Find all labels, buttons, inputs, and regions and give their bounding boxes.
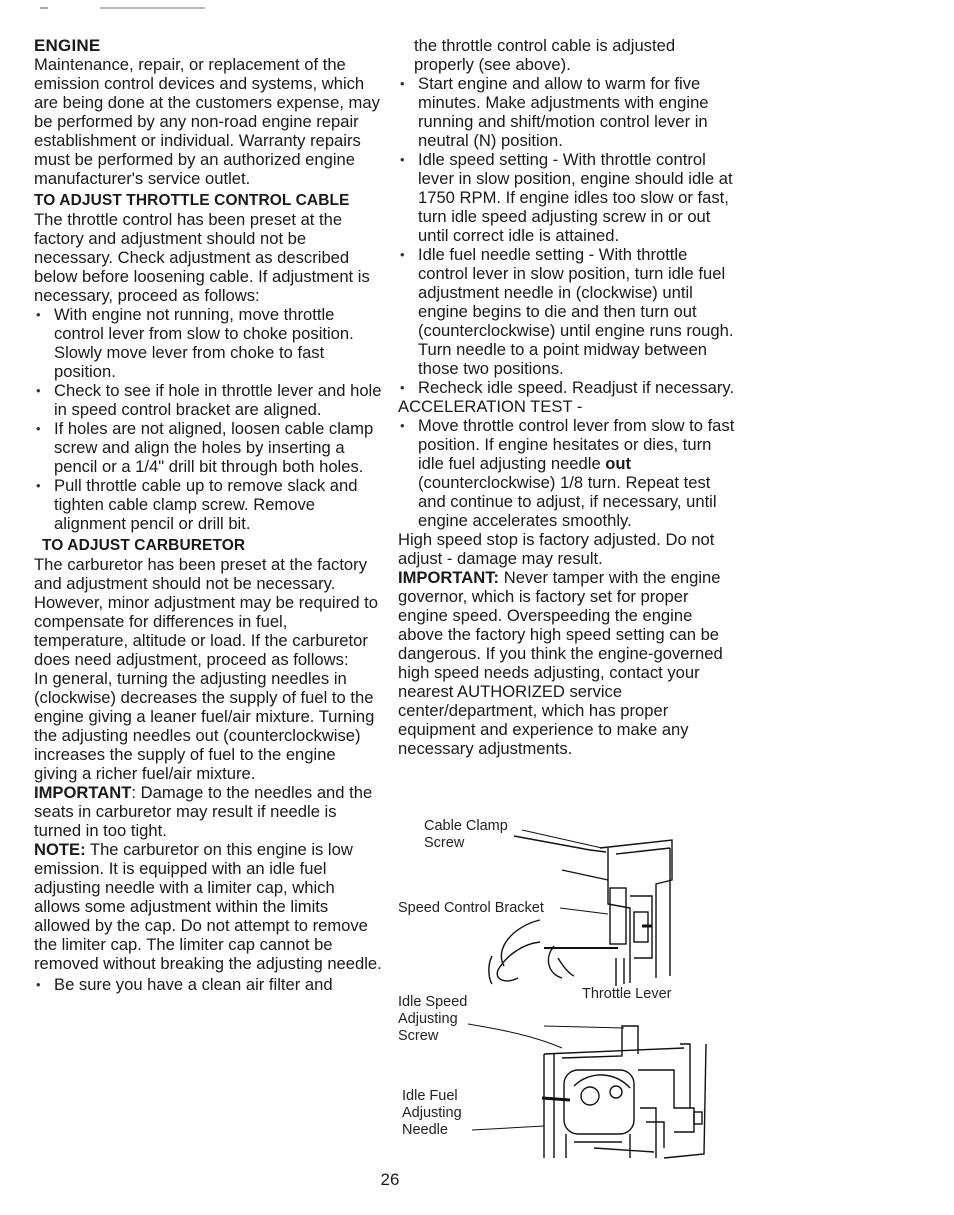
throttle-steps-list [34,305,382,533]
list-item: • Check to see if hole in throttle lever and hole in speed control bracket are aligned. [34,381,382,419]
list-item [398,416,738,530]
throttle-paragraph: The throttle control has been preset at the factory and adjustment should not be necessary. Check adjustment as described below before loosening cable. If adjustment is necessary, proceed as follows: [34,210,370,305]
list-item: • With engine not running, move throttle control lever from slow to choke position. Slowly move lever from choke to fast position. [34,305,382,381]
acceleration-bold-word: out [605,454,632,473]
list-item: • Pull throttle cable up to remove slack and tighten cable clamp screw. Remove alignment pencil or drill bit. [34,476,382,533]
idle-speed-adjusting-screw-label: Idle Speed Adjusting Screw [398,994,468,1044]
acceleration-text-end: (counterclockwise) 1/8 turn. Repeat test and continue to adjust, if necessary, until engine accelerates smoothly. [418,473,717,530]
list-item: • Be sure you have a clean air filter and [34,975,382,994]
left-column [34,36,382,994]
list-item: • Start engine and allow to warm for five minutes. Make adjustments with engine running and shift/motion control lever in neutral (N) position. [398,74,738,150]
note-label: NOTE: [34,840,86,859]
engine-paragraph: Maintenance, repair, or replacement of the emission control devices and systems, which are being done at the customers expense, may be performed by any non-road engine repair establishment or individual. Warranty repairs must be performed by an authorized engine manufacturer's service outlet. [34,55,380,188]
note-text: The carburetor on this engine is low emission. It is equipped with an idle fuel adjusting needle with a limiter cap, which allows some adjustment within the limits allowed by the cap. Do not attempt to remove the limiter cap. The limiter cap cannot be removed without breaking the adjusting needle. [34,840,382,973]
important-label: IMPORTANT [34,783,132,802]
adjusting-needles-paragraph: In general, turning the adjusting needles in (clockwise) decreases the supply of fuel to the engine giving a leaner fuel/air mixture. Turning the adjusting needles out (counterclockwise) increases the supply of fuel to the engine giving a richer fuel/air mixture. [34,669,375,783]
carburetor-heading: TO ADJUST CARBURETOR [42,537,246,554]
high-speed-paragraph: High speed stop is factory adjusted. Do not adjust - damage may result. [398,530,715,568]
governor-important-paragraph [398,568,738,758]
cable-clamp-screw-label: Cable Clamp Screw [424,818,508,851]
carburetor-steps-list [34,975,382,994]
right-column [398,36,738,758]
list-item: • Recheck idle speed. Readjust if necessary. [398,378,738,397]
list-item: • Idle fuel needle setting - With throttle control lever in slow position, turn idle fuel adjustment needle in (clockwise) until engine begins to die and then turn out (counterclockwise) until engine runs rough. Turn needle to a point midway between those two positions. [398,245,738,378]
list-item: • Idle speed setting - With throttle control lever in slow position, engine should idle at 1750 RPM. If engine idles too slow or fast, turn idle speed adjusting screw in or out until correct idle is attained. [398,150,738,245]
carburetor-steps-list-continued [398,74,738,397]
engine-heading: ENGINE [34,36,101,55]
acceleration-steps-list [398,416,738,530]
speed-control-bracket-label: Speed Control Bracket [398,900,544,916]
carburetor-diagram [394,808,724,1164]
important-label: IMPORTANT: [398,568,500,587]
important-text: Never tamper with the engine governor, which is factory set for proper engine speed. Overspeeding the engine above the factory high speed setting can be dangerous. If you think the engine-governed high speed needs adjusting, contact your nearest AUTHORIZED service center/department, which has proper equipment and experience to make any necessary adjustments. [398,568,723,758]
throttle-heading: TO ADJUST THROTTLE CONTROL CABLE [34,192,350,209]
idle-fuel-adjusting-needle-label: Idle Fuel Adjusting Needle [402,1088,462,1138]
important-text: : Damage to the needles and the seats in carburetor may result if needle is turned in too tight. [34,783,373,840]
acceleration-test-heading: ACCELERATION TEST - [398,397,583,416]
carburetor-paragraph: The carburetor has been preset at the factory and adjustment should not be necessary. However, minor adjustment may be required to compensate for differences in fuel, temperature, altitude or load. If the carburetor does need adjustment, proceed as follows: [34,555,379,669]
note-paragraph [34,840,382,973]
list-item: • If holes are not aligned, loosen cable clamp screw and align the holes by inserting a pencil or a 1/4" drill bit through both holes. [34,419,382,476]
page-number: 26 [380,1170,400,1189]
scan-artifact [40,6,210,10]
throttle-lever-label: Throttle Lever [582,986,672,1002]
continued-text: the throttle control cable is adjusted properly (see above). [414,36,676,74]
important-paragraph [34,783,382,840]
acceleration-text: Move throttle control lever from slow to fast position. If engine hesitates or dies, turn idle fuel adjusting needle [418,416,735,473]
